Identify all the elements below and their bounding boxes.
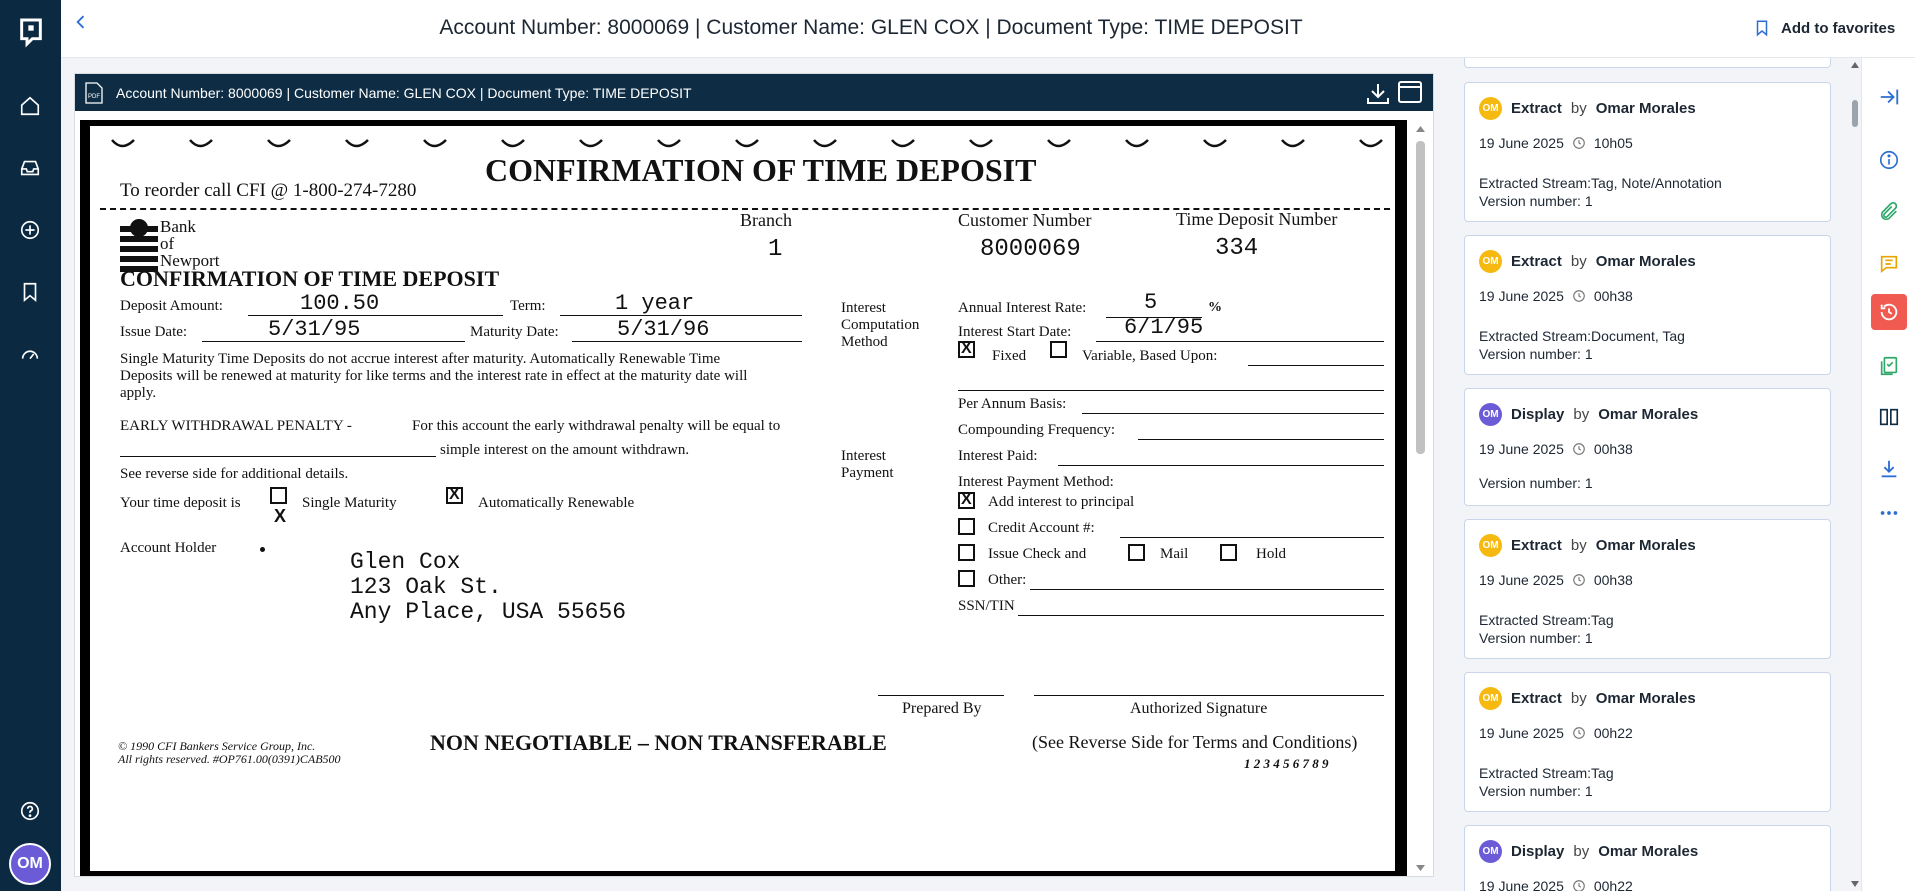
auto-renewable-checkbox: [446, 487, 463, 504]
download-icon[interactable]: [1365, 81, 1391, 105]
clock-icon: [1572, 289, 1586, 303]
hold-checkbox: [1220, 544, 1237, 561]
activity-date: 19 June 2025: [1479, 572, 1564, 588]
clock-icon: [1572, 136, 1586, 150]
prepared-by-label: Prepared By: [902, 700, 982, 717]
activity-card[interactable]: OM Extract by Omar Morales 19 June 2025 10h05 Extracted Stream:Tag, Note/Annotation Version number: 1: [1464, 82, 1831, 222]
activity-action: Display: [1511, 406, 1565, 423]
download-tray-icon[interactable]: [1871, 451, 1907, 487]
activity-action: Display: [1511, 843, 1565, 860]
customer-number-label: Customer Number: [958, 210, 1092, 230]
activity-scroll-thumb[interactable]: [1852, 100, 1858, 127]
activity-card[interactable]: OM Extract by Omar Morales 19 June 2025 00h22 Extracted Stream:Tag Version number: 1: [1464, 672, 1831, 812]
reverse-terms-note: (See Reverse Side for Terms and Conditions): [1032, 732, 1358, 752]
branch-label: Branch: [740, 210, 792, 230]
dashboard-gauge-icon[interactable]: [14, 338, 46, 370]
branch-value: 1: [768, 236, 783, 263]
app-logo-icon[interactable]: [13, 14, 49, 50]
clock-icon: [1572, 573, 1586, 587]
early-withdrawal-label: EARLY WITHDRAWAL PENALTY -: [120, 418, 352, 434]
activity-user: Omar Morales: [1595, 253, 1696, 270]
activity-card[interactable]: OM Display by Omar Morales 19 June 2025 00h38 Version number: 1: [1464, 388, 1831, 506]
activity-time: 00h38: [1593, 441, 1633, 457]
activity-avatar: OM: [1479, 403, 1502, 426]
bank-logo-icon: [120, 218, 158, 272]
early-withdrawal-text: For this account the early withdrawal penalty will be equal to: [412, 418, 781, 434]
auto-renewable-label: Automatically Renewable: [478, 495, 635, 511]
time-deposit-number-label: Time Deposit Number: [1176, 209, 1338, 229]
clock-icon: [1572, 879, 1586, 891]
simple-interest-text: simple interest on the amount withdrawn.: [440, 442, 690, 458]
customer-number-value: 8000069: [980, 236, 1081, 263]
credit-account-label: Credit Account #:: [988, 520, 1095, 536]
interest-start-label: Interest Start Date:: [958, 324, 1072, 340]
per-annum-basis-label: Per Annum Basis:: [958, 396, 1067, 412]
interest-start-value: 6/1/95: [1124, 315, 1204, 340]
activity-card[interactable]: OM Extract by Omar Morales 19 June 2025 00h38 Extracted Stream:Tag Version number: 1: [1464, 519, 1831, 659]
document-scrollbar[interactable]: [1412, 124, 1429, 874]
info-icon[interactable]: [1871, 142, 1907, 178]
activity-stream: Extracted Stream:Tag, Note/Annotation: [1479, 175, 1722, 191]
activity-card[interactable]: OM Display by Omar Morales 19 June 2025 00h22: [1464, 825, 1831, 891]
more-options-icon[interactable]: [1871, 495, 1907, 531]
maturity-date-label: Maturity Date:: [470, 324, 559, 340]
see-reverse-line: See reverse side for additional details.: [120, 466, 349, 482]
copyright-note: © 1990 CFI Bankers Service Group, Inc. All rights reserved. #OP761.00(0391)CAB500: [118, 739, 341, 766]
activity-stream: Extracted Stream:Tag: [1479, 612, 1614, 628]
activity-history-panel: [1452, 58, 1852, 891]
hold-label: Hold: [1256, 546, 1286, 562]
activity-version: Version number: 1: [1479, 346, 1593, 362]
document-scroll-thumb[interactable]: [1416, 141, 1425, 454]
annual-rate-label: Annual Interest Rate:: [958, 300, 1087, 316]
annual-rate-value: 5: [1144, 290, 1158, 315]
activity-stream: Extracted Stream:Tag: [1479, 765, 1614, 781]
compounding-frequency-label: Compounding Frequency:: [958, 422, 1116, 438]
single-maturity-note: Single Maturity Time Deposits do not accrue interest after maturity. Automatically Renewable Time Deposits will be renewed at maturity for like terms and the interest rate in effect at the maturity date will apply.: [120, 351, 748, 401]
scroll-up-icon[interactable]: [1851, 62, 1859, 68]
scroll-down-icon[interactable]: [1851, 881, 1859, 887]
comment-icon[interactable]: [1871, 246, 1907, 282]
issue-date-label: Issue Date:: [120, 324, 188, 340]
activity-date: 19 June 2025: [1479, 725, 1564, 741]
add-interest-label: Add interest to principal: [988, 494, 1135, 510]
activity-avatar: OM: [1479, 250, 1502, 273]
reorder-line: To reorder call CFI @ 1-800-274-7280: [120, 180, 417, 201]
add-circle-icon[interactable]: [14, 214, 46, 246]
fixed-label: Fixed: [992, 348, 1027, 364]
scanned-document: [90, 126, 1395, 871]
svg-text:PDF: PDF: [88, 94, 100, 100]
activity-time: 00h38: [1593, 572, 1633, 588]
activity-user: Omar Morales: [1595, 690, 1696, 707]
term-value: 1 year: [615, 291, 695, 316]
viewer-header: [75, 74, 1433, 111]
activity-user: Omar Morales: [1598, 843, 1699, 860]
activity-date: 19 June 2025: [1479, 878, 1564, 891]
fixed-checkbox: [958, 341, 975, 358]
interest-computation-method-label: Interest Computation Method: [841, 300, 920, 350]
variable-checkbox: [1050, 341, 1067, 358]
activity-version: Version number: 1: [1479, 475, 1593, 491]
deposit-amount-label: Deposit Amount:: [120, 298, 223, 314]
scroll-up-icon[interactable]: [1415, 124, 1426, 134]
other-checkbox: [958, 570, 975, 587]
home-icon[interactable]: [14, 90, 46, 122]
history-icon[interactable]: [1871, 294, 1907, 330]
activity-avatar: OM: [1479, 534, 1502, 557]
user-avatar[interactable]: OM: [9, 843, 51, 885]
issue-date-value: 5/31/95: [268, 317, 361, 342]
ssn-tin-label: SSN/TIN: [958, 598, 1015, 614]
document-sub-title: CONFIRMATION OF TIME DEPOSIT: [120, 266, 500, 291]
activity-user: Omar Morales: [1595, 100, 1696, 117]
single-maturity-checkbox: [270, 487, 287, 504]
activity-card[interactable]: OM Extract by Omar Morales 19 June 2025 00h38 Extracted Stream:Document, Tag Version number: 1: [1464, 235, 1831, 375]
open-in-window-icon[interactable]: [1397, 79, 1423, 105]
document-main-title: CONFIRMATION OF TIME DEPOSIT: [485, 152, 1037, 188]
time-deposit-number-value: 334: [1215, 235, 1259, 262]
maturity-date-value: 5/31/96: [617, 317, 710, 342]
mail-checkbox: [1128, 544, 1145, 561]
activity-stream: Extracted Stream:Document, Tag: [1479, 328, 1685, 344]
activity-card-previous: [1464, 58, 1831, 68]
left-navigation: [0, 0, 61, 891]
top-bar: [61, 0, 1915, 58]
activity-avatar: OM: [1479, 840, 1502, 863]
mail-label: Mail: [1160, 546, 1189, 562]
activity-user: Omar Morales: [1595, 537, 1696, 554]
activity-avatar: OM: [1479, 687, 1502, 710]
inbox-icon[interactable]: [14, 152, 46, 184]
clock-icon: [1572, 442, 1586, 456]
term-label: Term:: [510, 298, 546, 314]
document-versions-icon[interactable]: [1871, 348, 1907, 384]
activity-date: 19 June 2025: [1479, 288, 1564, 304]
attachment-icon[interactable]: [1871, 194, 1907, 230]
collapse-panel-icon[interactable]: [1871, 79, 1907, 115]
issue-check-checkbox: [958, 544, 975, 561]
scroll-down-icon[interactable]: [1415, 863, 1426, 873]
your-time-deposit-label: Your time deposit is: [120, 495, 241, 511]
activity-user: Omar Morales: [1598, 406, 1699, 423]
help-icon[interactable]: [14, 795, 46, 827]
add-to-favorites-label: Add to favorites: [1781, 19, 1896, 37]
activity-time: 00h22: [1593, 725, 1633, 741]
variable-label: Variable, Based Upon:: [1082, 348, 1218, 364]
bookmark-icon[interactable]: [14, 276, 46, 308]
single-maturity-label: Single Maturity: [302, 495, 397, 511]
authorized-signature-label: Authorized Signature: [1130, 700, 1268, 717]
activity-avatar: OM: [1479, 97, 1502, 120]
activity-version: Version number: 1: [1479, 783, 1593, 799]
other-label: Other:: [988, 572, 1027, 588]
viewer-title: Account Number: 8000069 | Customer Name: GLEN COX | Document Type: TIME DEPOSIT: [116, 85, 692, 101]
handwritten-x-mark: X: [274, 506, 287, 526]
clock-icon: [1572, 726, 1586, 740]
activity-time: 10h05: [1593, 135, 1633, 151]
interest-paid-label: Interest Paid:: [958, 448, 1038, 464]
add-interest-checkbox: [958, 492, 975, 509]
account-holder-label: Account Holder: [120, 540, 217, 556]
percent-sign: %: [1208, 300, 1222, 315]
activity-action: Extract: [1511, 100, 1562, 117]
non-negotiable-note: NON NEGOTIABLE – NON TRANSFERABLE: [430, 730, 887, 755]
document-page: [80, 120, 1407, 876]
deposit-amount-value: 100.50: [300, 291, 380, 316]
split-view-icon[interactable]: [1871, 399, 1907, 435]
activity-action: Extract: [1511, 690, 1562, 707]
activity-date: 19 June 2025: [1479, 441, 1564, 457]
bank-name: Bank of Newport: [160, 217, 220, 270]
activity-time: 00h22: [1593, 878, 1633, 891]
interest-payment-method-label: Interest Payment Method:: [958, 474, 1114, 490]
issue-check-label: Issue Check and: [988, 546, 1087, 562]
pdf-file-icon: [82, 82, 106, 104]
activity-action: Extract: [1511, 537, 1562, 554]
activity-time: 00h38: [1593, 288, 1633, 304]
activity-date: 19 June 2025: [1479, 135, 1564, 151]
add-to-favorites-button[interactable]: [1753, 16, 1895, 40]
form-numbers: 1 2 3 4 5 6 7 8 9: [1244, 756, 1329, 771]
activity-version: Version number: 1: [1479, 193, 1593, 209]
bookmark-outline-icon: [1753, 19, 1771, 37]
activity-version: Version number: 1: [1479, 630, 1593, 646]
account-holder-address: Glen Cox 123 Oak St. Any Place, USA 55656: [350, 549, 627, 625]
activity-scrollbar[interactable]: [1849, 58, 1861, 891]
credit-account-checkbox: [958, 518, 975, 535]
right-tool-rail: [1861, 58, 1915, 891]
document-viewer: [74, 73, 1434, 877]
activity-action: Extract: [1511, 253, 1562, 270]
page-title: Account Number: 8000069 | Customer Name: GLEN COX | Document Type: TIME DEPOSIT: [439, 16, 1303, 39]
interest-payment-label: Interest Payment: [841, 448, 894, 481]
